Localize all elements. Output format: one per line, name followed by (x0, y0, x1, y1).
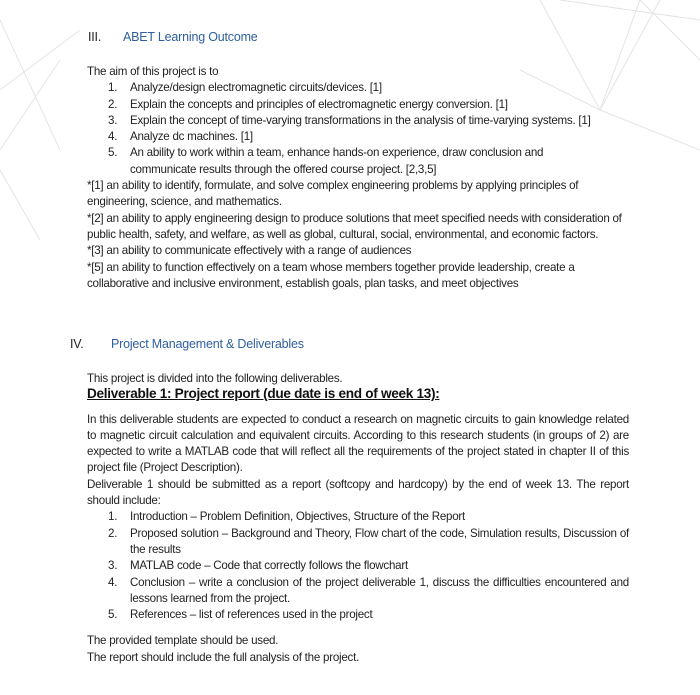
paragraph: In this deliverable students are expected to conduct a research on magnetic circuits to gain knowledge related to magnetic circuit calculation and equivalent circuits. According to this research students (in groups of 2) are expected to write a MATLAB code that will reflect all the requirements of the project stated in chapter II of this project file (Project Description). (87, 412, 629, 475)
intro-text: This project is divided into the following deliverables. (87, 372, 343, 385)
item-number: 4. (108, 575, 118, 589)
closing-text: The provided template should be used. (87, 634, 279, 648)
report-items-list (87, 509, 629, 623)
section-title: Project Management & Deliverables (111, 337, 304, 351)
item-number: 2. (108, 97, 118, 111)
abet-outcomes-block (87, 64, 637, 292)
section-number: III. (88, 30, 102, 44)
footnote: *[2] an ability to apply engineering design to produce solutions that meet specified needs with consideration of public health, safety, and welfare, as well as global, cultural, social, environmental, and economic factors. (87, 211, 622, 241)
item-number: 3. (108, 559, 118, 573)
item-number: 3. (108, 113, 118, 127)
item-number: 1. (108, 81, 118, 95)
list-item (87, 607, 629, 623)
item-text: Introduction – Problem Definition, Objectives, Structure of the Report (130, 510, 465, 524)
section-number: IV. (70, 337, 84, 351)
footnote: *[5] an ability to function effectively on a team whose members together provide leadership, create a collaborative and inclusive environment, establish goals, plan tasks, and meet objectives (87, 260, 575, 290)
list-item (87, 97, 637, 113)
list-item (87, 509, 629, 525)
item-text: Conclusion – write a conclusion of the project deliverable 1, discuss the difficulties encountered and lessons learned from the project. (130, 575, 629, 605)
item-number: 5. (108, 146, 118, 160)
list-item (87, 80, 637, 96)
item-text: Explain the concept of time-varying transformations in the analysis of time-varying systems. [1] (130, 113, 591, 127)
item-text: Explain the concepts and principles of electromagnetic energy conversion. [1] (130, 97, 508, 111)
footnote: *[1] an ability to identify, formulate, and solve complex engineering problems by applying principles of engineering, science, and mathematics. (87, 179, 579, 209)
list-item (87, 113, 637, 129)
list-item (87, 526, 629, 559)
list-item (87, 558, 629, 574)
section-title: ABET Learning Outcome (123, 30, 258, 44)
closing-text: The report should include the full analysis of the project. (87, 650, 360, 664)
item-text: Analyze/design electromagnetic circuits/devices. [1] (130, 81, 382, 95)
deliverable-heading: Deliverable 1: Project report (due date is end of week 13): (87, 386, 440, 402)
item-number: 5. (108, 608, 118, 622)
item-text: References – list of references used in the project (130, 608, 373, 622)
list-item (87, 129, 637, 145)
outcome-list (87, 80, 637, 178)
intro-text: The aim of this project is to (87, 65, 219, 78)
item-number: 1. (108, 510, 118, 524)
footnote: *[3] an ability to communicate effectively with a range of audiences (87, 244, 412, 258)
item-number: 2. (108, 526, 118, 540)
list-item (87, 145, 637, 178)
item-text: An ability to work within a team, enhance hands-on experience, draw conclusion and communicate results through the offered course project. [2,3,5] (130, 146, 544, 176)
item-number: 4. (108, 130, 118, 144)
deliverables-block (87, 371, 629, 666)
paragraph: Deliverable 1 should be submitted as a report (softcopy and hardcopy) by the end of week 13. The report should include: (87, 477, 629, 508)
item-text: MATLAB code – Code that correctly follows the flowchart (130, 559, 408, 573)
item-text: Proposed solution – Background and Theory, Flow chart of the code, Simulation results, Discussion of the results (130, 526, 629, 556)
list-item (87, 575, 629, 608)
item-text: Analyze dc machines. [1] (130, 130, 253, 144)
